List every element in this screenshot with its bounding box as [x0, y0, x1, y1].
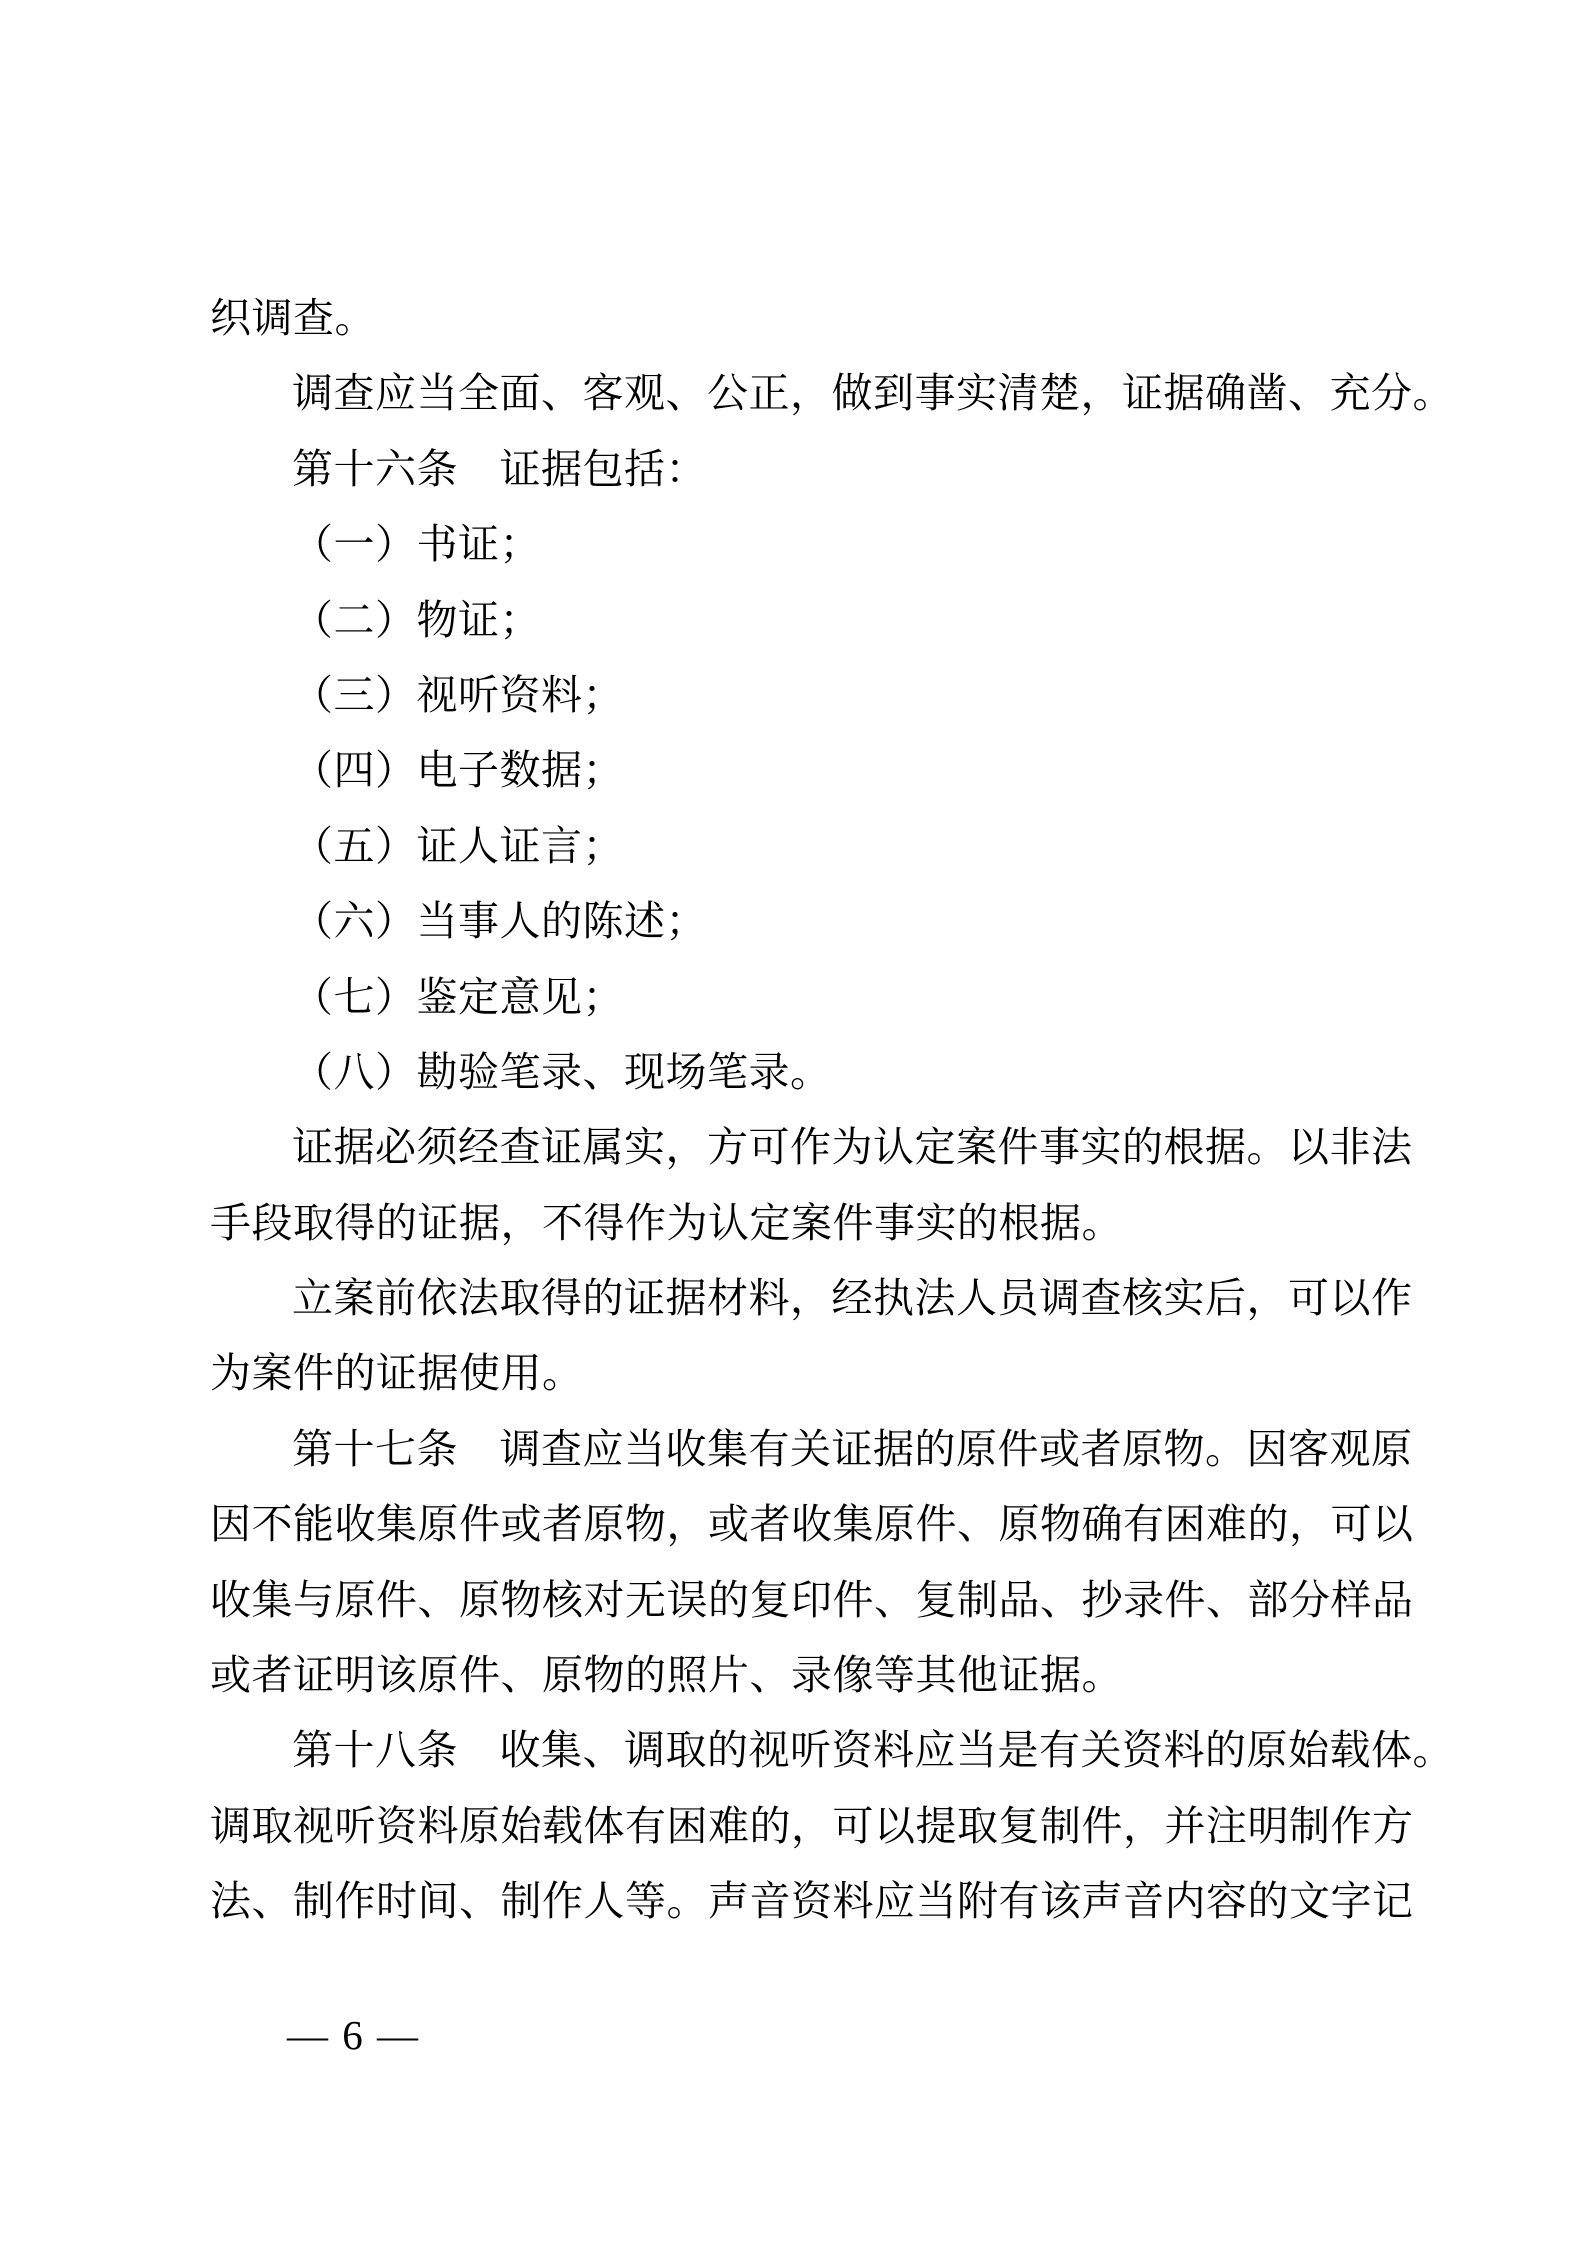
text-line: （六）当事人的陈述；: [292, 898, 707, 945]
text-line: （四）电子数据；: [292, 747, 624, 794]
text-line: 调查应当全面、客观、公正，做到事实清楚，证据确凿、充分。: [292, 370, 1454, 417]
text-line: 因不能收集原件或者原物，或者收集原件、原物确有困难的，可以: [210, 1501, 1414, 1548]
text-line: （八）勘验笔录、现场笔录。: [292, 1048, 832, 1095]
text-line: 或者证明该原件、原物的照片、录像等其他证据。: [210, 1652, 1123, 1699]
text-line: （二）物证；: [292, 596, 541, 643]
page-footer: [287, 2011, 418, 2059]
text-line: 第十六条 证据包括：: [292, 445, 707, 492]
text-line: 手段取得的证据，不得作为认定案件事实的根据。: [210, 1199, 1123, 1246]
footer-dash-left: —: [287, 2012, 328, 2058]
text-line: 证据必须经查证属实，方可作为认定案件事实的根据。以非法: [292, 1124, 1413, 1171]
footer-dash-right: —: [377, 2012, 418, 2058]
document-body: [210, 281, 1454, 1940]
page-number: 6: [342, 2012, 363, 2058]
text-line: （五）证人证言；: [292, 822, 624, 869]
text-line: 调取视听资料原始载体有困难的，可以提取复制件，并注明制作方: [210, 1802, 1414, 1849]
text-line: 织调查。: [210, 295, 376, 341]
text-line: （七）鉴定意见；: [292, 973, 624, 1020]
text-line: 立案前依法取得的证据材料，经执法人员调查核实后，可以作: [292, 1275, 1413, 1322]
text-line: 为案件的证据使用。: [210, 1350, 584, 1397]
text-line: （一）书证；: [292, 521, 541, 568]
text-line: 收集与原件、原物核对无误的复印件、复制品、抄录件、部分样品: [210, 1576, 1414, 1623]
text-line: 第十八条 收集、调取的视听资料应当是有关资料的原始载体。: [292, 1727, 1454, 1774]
text-line: （三）视听资料；: [292, 671, 624, 718]
text-line: 第十七条 调查应当收集有关证据的原件或者原物。因客观原: [292, 1425, 1413, 1472]
text-line: 法、制作时间、制作人等。声音资料应当附有该声音内容的文字记: [210, 1878, 1414, 1925]
